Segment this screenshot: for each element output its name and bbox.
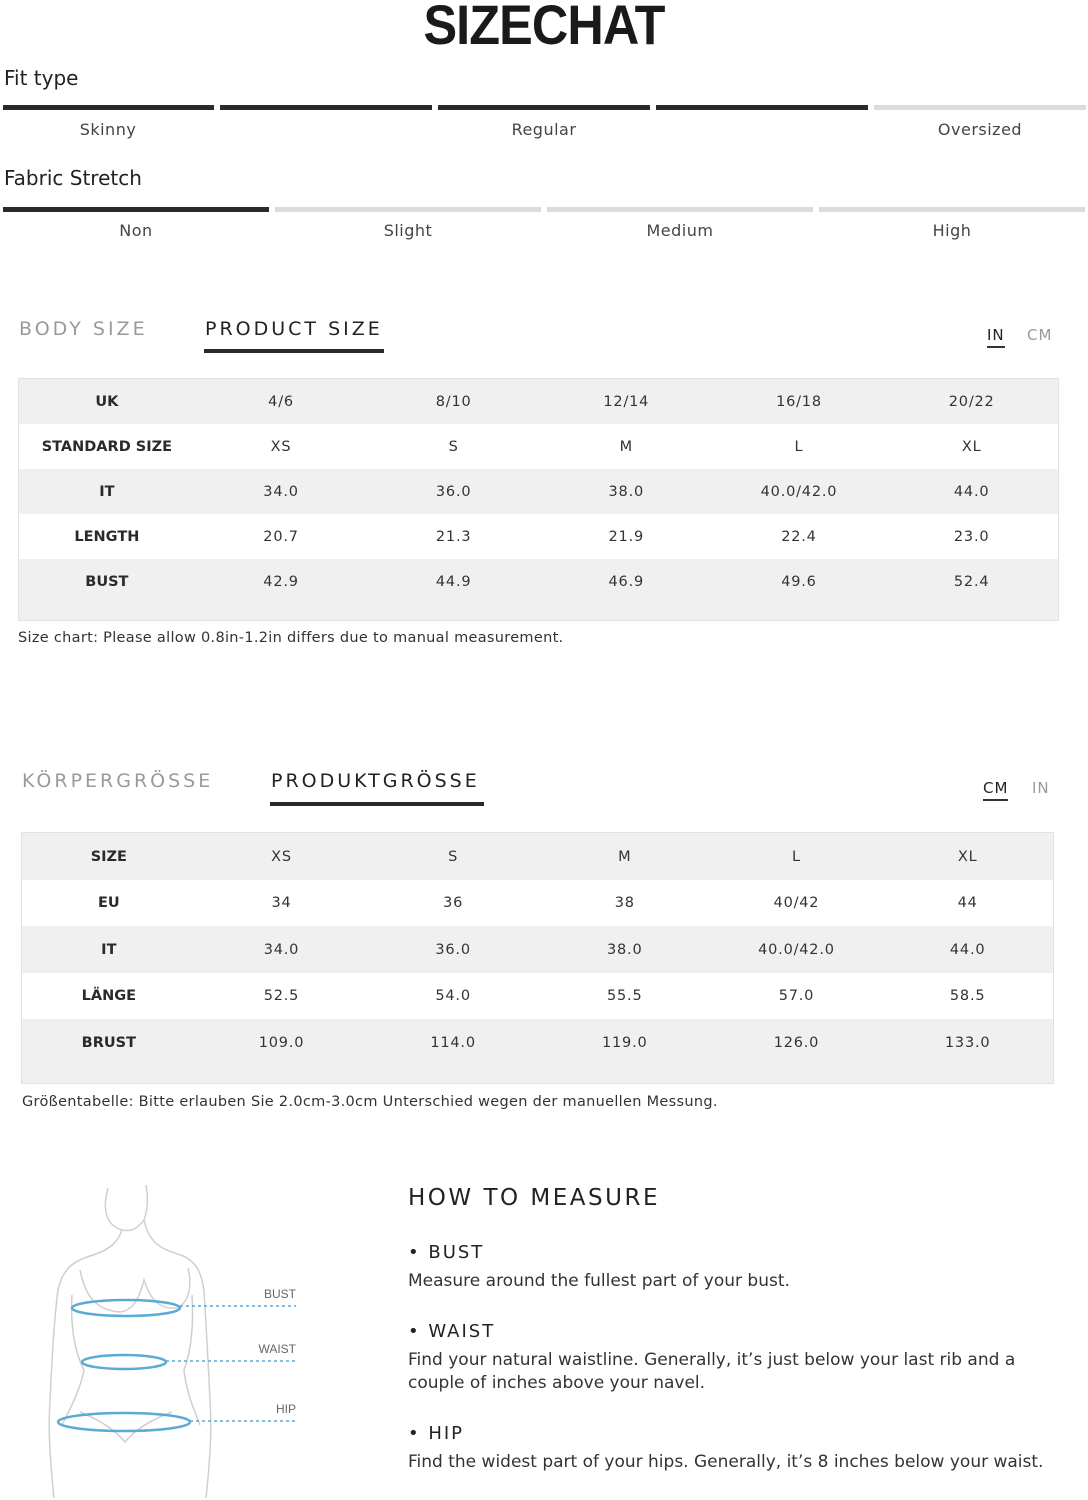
figure-label-bust: BUST xyxy=(263,1287,296,1301)
how-to-measure-title: HOW TO MEASURE xyxy=(408,1185,660,1211)
table-row xyxy=(22,880,1053,926)
table-cell: 38.0 xyxy=(539,926,711,973)
table-row xyxy=(19,379,1058,424)
unit-cm-toggle[interactable]: CM xyxy=(1027,326,1053,344)
table-cell: 46.9 xyxy=(540,559,713,604)
size-table-de xyxy=(21,832,1054,1084)
table-row xyxy=(19,424,1058,469)
table-cell: 21.3 xyxy=(367,514,540,559)
page-title: SIZECHAT xyxy=(423,0,665,56)
table-cell: 54.0 xyxy=(367,973,539,1019)
table-cell: 52.5 xyxy=(196,973,368,1019)
table-cell: XS xyxy=(195,424,368,469)
table-cell: 40.0/42.0 xyxy=(711,926,883,973)
row-header: EU xyxy=(22,880,196,926)
table-cell: 12/14 xyxy=(540,379,713,424)
stretch-bar-1 xyxy=(3,207,269,212)
body-measurement-figure xyxy=(40,1180,310,1500)
fit-option-oversized: Oversized xyxy=(937,120,1023,139)
table-cell: 114.0 xyxy=(367,1019,539,1066)
waist-tape xyxy=(82,1355,166,1369)
fit-option-regular: Regular xyxy=(511,120,577,139)
fabric-stretch-label: Fabric Stretch xyxy=(4,166,142,190)
stretch-option-medium: Medium xyxy=(646,221,714,240)
table-cell: 36 xyxy=(367,880,539,926)
table-cell: 133.0 xyxy=(882,1019,1053,1066)
table-cell: M xyxy=(540,424,713,469)
figure-label-hip: HIP xyxy=(275,1402,296,1416)
active-tab-underline xyxy=(270,802,484,806)
row-header: STANDARD SIZE xyxy=(19,424,195,469)
stretch-option-slight: Slight xyxy=(383,221,433,240)
fit-type-label: Fit type xyxy=(4,66,79,90)
unit-in-toggle[interactable]: IN xyxy=(1032,779,1050,797)
row-header: LÄNGE xyxy=(22,973,196,1019)
active-tab-underline xyxy=(204,349,384,353)
tab-koerpergroesse[interactable]: KÖRPERGRÖSSE xyxy=(22,770,214,792)
table-cell: 58.5 xyxy=(882,973,1053,1019)
table-cell: 34.0 xyxy=(195,469,368,514)
unit-cm-toggle[interactable]: CM xyxy=(983,779,1008,801)
row-header: SIZE xyxy=(22,833,196,880)
table-cell: S xyxy=(367,833,539,880)
table-cell: 23.0 xyxy=(885,514,1058,559)
table-cell: 40/42 xyxy=(711,880,883,926)
table-cell: 40.0/42.0 xyxy=(713,469,886,514)
table-cell: 44.0 xyxy=(885,469,1058,514)
table-cell: M xyxy=(539,833,711,880)
hip-heading: • HIP xyxy=(408,1423,465,1444)
table-cell: 44 xyxy=(882,880,1053,926)
stretch-bar-4 xyxy=(819,207,1085,212)
fit-type-bar-3 xyxy=(438,105,650,110)
unit-in-toggle[interactable]: IN xyxy=(987,326,1005,348)
table-cell: 34.0 xyxy=(196,926,368,973)
stretch-bar-3 xyxy=(547,207,813,212)
table-cell: 38 xyxy=(539,880,711,926)
body-outline xyxy=(49,1185,211,1498)
table-cell: 49.6 xyxy=(713,559,886,604)
tab-produktgroesse[interactable]: PRODUKTGRÖSSE xyxy=(271,770,480,792)
bust-instructions: Measure around the fullest part of your bust. xyxy=(408,1271,790,1291)
table-cell: 20.7 xyxy=(195,514,368,559)
table-cell: L xyxy=(711,833,883,880)
row-header: LENGTH xyxy=(19,514,195,559)
table-row xyxy=(19,514,1058,559)
table-cell: 42.9 xyxy=(195,559,368,604)
stretch-option-non: Non xyxy=(119,221,153,240)
table-cell: 16/18 xyxy=(713,379,886,424)
table-cell: 22.4 xyxy=(713,514,886,559)
table-cell: S xyxy=(367,424,540,469)
table-row xyxy=(22,973,1053,1019)
table-cell: 8/10 xyxy=(367,379,540,424)
table-cell: XL xyxy=(885,424,1058,469)
measure-lines xyxy=(58,1300,190,1431)
table-cell: L xyxy=(713,424,886,469)
bust-heading: • BUST xyxy=(408,1242,485,1263)
table-cell: 52.4 xyxy=(885,559,1058,604)
table-cell: 4/6 xyxy=(195,379,368,424)
tab-product-size[interactable]: PRODUCT SIZE xyxy=(205,318,383,340)
table-cell: 57.0 xyxy=(711,973,883,1019)
table-row xyxy=(19,469,1058,514)
table-cell: 21.9 xyxy=(540,514,713,559)
table-cell: 119.0 xyxy=(539,1019,711,1066)
fit-type-bar-1 xyxy=(3,105,214,110)
hip-instructions: Find the widest part of your hips. Generally, it’s 8 inches below your waist. xyxy=(408,1452,1044,1472)
waist-heading: • WAIST xyxy=(408,1321,496,1342)
size-table-en xyxy=(18,378,1059,621)
row-header: IT xyxy=(19,469,195,514)
table-row xyxy=(22,1019,1053,1066)
table-cell: 55.5 xyxy=(539,973,711,1019)
bust-tape xyxy=(72,1300,180,1316)
table-cell: 36.0 xyxy=(367,469,540,514)
fit-option-skinny: Skinny xyxy=(79,120,137,139)
table-cell: 44.0 xyxy=(882,926,1053,973)
fit-type-bar-4 xyxy=(656,105,868,110)
table-row xyxy=(22,926,1053,973)
stretch-bar-2 xyxy=(275,207,541,212)
row-header: BRUST xyxy=(22,1019,196,1066)
row-header: UK xyxy=(19,379,195,424)
measurement-note-de: Größentabelle: Bitte erlauben Sie 2.0cm-3.0cm Unterschied wegen der manuellen Messung. xyxy=(22,1094,718,1110)
waist-instructions: Find your natural waistline. Generally, it’s just below your last rib and a couple of inches above your navel. xyxy=(408,1350,1016,1393)
fit-type-bar-2 xyxy=(220,105,432,110)
row-header: BUST xyxy=(19,559,195,604)
table-row xyxy=(22,833,1053,880)
table-cell: 126.0 xyxy=(711,1019,883,1066)
row-header: IT xyxy=(22,926,196,973)
table-row xyxy=(19,559,1058,604)
fit-type-bar-5 xyxy=(874,105,1086,110)
tab-body-size[interactable]: BODY SIZE xyxy=(19,318,148,340)
table-cell: 34 xyxy=(196,880,368,926)
table-cell: XL xyxy=(882,833,1053,880)
stretch-option-high: High xyxy=(932,221,972,240)
figure-label-waist: WAIST xyxy=(258,1342,296,1356)
hip-tape xyxy=(58,1413,190,1431)
table-cell: 44.9 xyxy=(367,559,540,604)
table-cell: 38.0 xyxy=(540,469,713,514)
table-cell: 109.0 xyxy=(196,1019,368,1066)
table-cell: XS xyxy=(196,833,368,880)
table-cell: 20/22 xyxy=(885,379,1058,424)
measurement-note-en: Size chart: Please allow 0.8in-1.2in differs due to manual measurement. xyxy=(18,630,564,646)
table-cell: 36.0 xyxy=(367,926,539,973)
